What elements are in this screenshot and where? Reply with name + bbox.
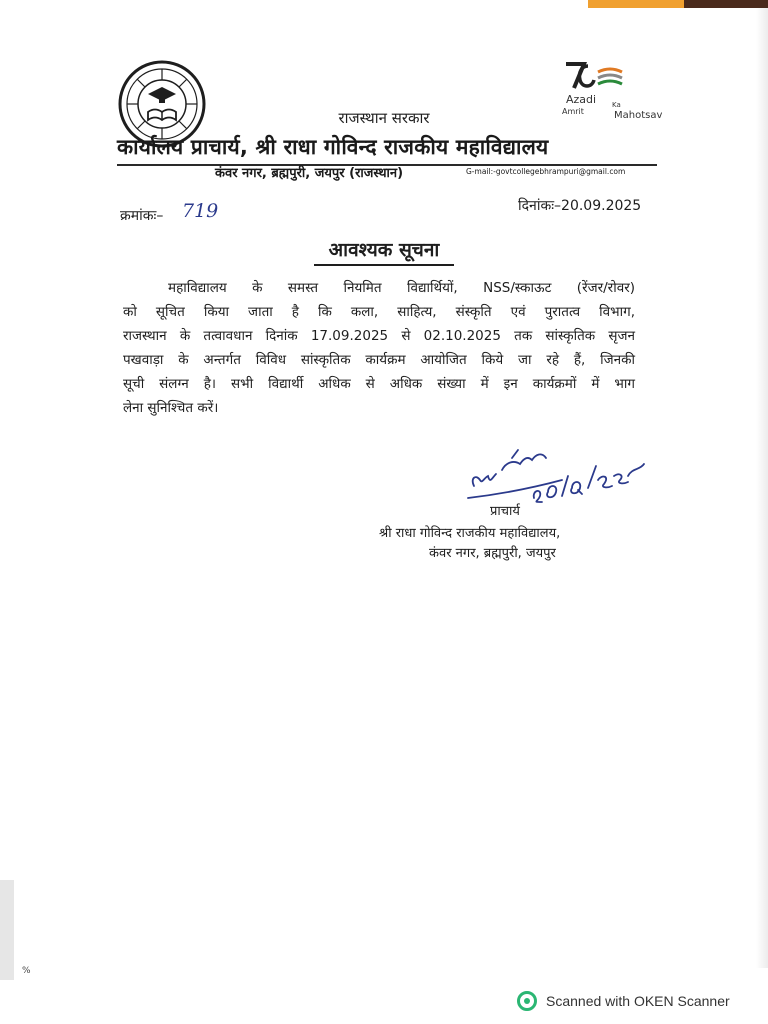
notice-body-line: लेना सुनिश्चित करें। (123, 400, 219, 416)
office-address: कंवर नगर, ब्रह्मपुरी, जयपुर (राजस्थान) (215, 166, 404, 181)
heading-underline (314, 264, 454, 266)
handwritten-signature (462, 438, 648, 510)
notice-body-line: महाविद्यालय के समस्त नियमित विद्यार्थियों, NSS/स्काऊट (रेंजर/रोवर) (168, 280, 635, 296)
azadi-logo-text: Mahotsav (614, 110, 663, 121)
scan-edge-shadow (756, 8, 768, 968)
scan-artifact-dark (684, 0, 768, 8)
azadi-logo-text: Ka (612, 101, 621, 109)
principal-title: प्राचार्य (490, 504, 520, 519)
scan-artifact-orange (588, 0, 684, 8)
office-email: G-mail:-govtcollegebhrampuri@gmail.com (466, 167, 626, 176)
scanner-text: Scanned with OKEN Scanner (546, 993, 730, 1009)
signature-college-address: कंवर नगर, ब्रह्मपुरी, जयपुर (429, 546, 556, 561)
government-name: राजस्थान सरकार (338, 109, 430, 127)
notice-heading: आवश्यक सूचना (328, 239, 440, 261)
notice-body-line: को सूचित किया जाता है कि कला, साहित्य, संस्कृति एवं पुरातत्व विभाग, (123, 304, 635, 320)
scan-edge-shadow-left (0, 880, 14, 980)
azadi-logo-text: Amrit (562, 107, 584, 116)
scanner-watermark (516, 990, 730, 1012)
azadi-logo-text: Azadi (566, 93, 597, 106)
reference-label: क्रमांकः– (120, 208, 164, 224)
notice-body-line: राजस्थान के तत्वावधान दिनांक 17.09.2025 से 02.10.2025 तक सांस्कृतिक सृजन (123, 328, 635, 344)
reference-number: 719 (182, 200, 219, 222)
oken-scanner-icon (516, 990, 538, 1012)
notice-body-line: सूची संलग्न है। सभी विद्यार्थी अधिक से अधिक संख्या में इन कार्यक्रमों में भाग (123, 376, 635, 392)
office-title: कार्यालय प्राचार्य, श्री राधा गोविन्द राजकीय महाविद्यालय (117, 135, 549, 159)
signature-college-name: श्री राधा गोविन्द राजकीय महाविद्यालय, (379, 526, 561, 541)
notice-body-line: पखवाड़ा के अन्तर्गत विविध सांस्कृतिक कार्यक्रम आयोजित किये जा रहे हैं, जिनकी (123, 352, 635, 368)
notice-date: दिनांकः–20.09.2025 (518, 198, 642, 214)
scan-mark: % (22, 966, 31, 976)
